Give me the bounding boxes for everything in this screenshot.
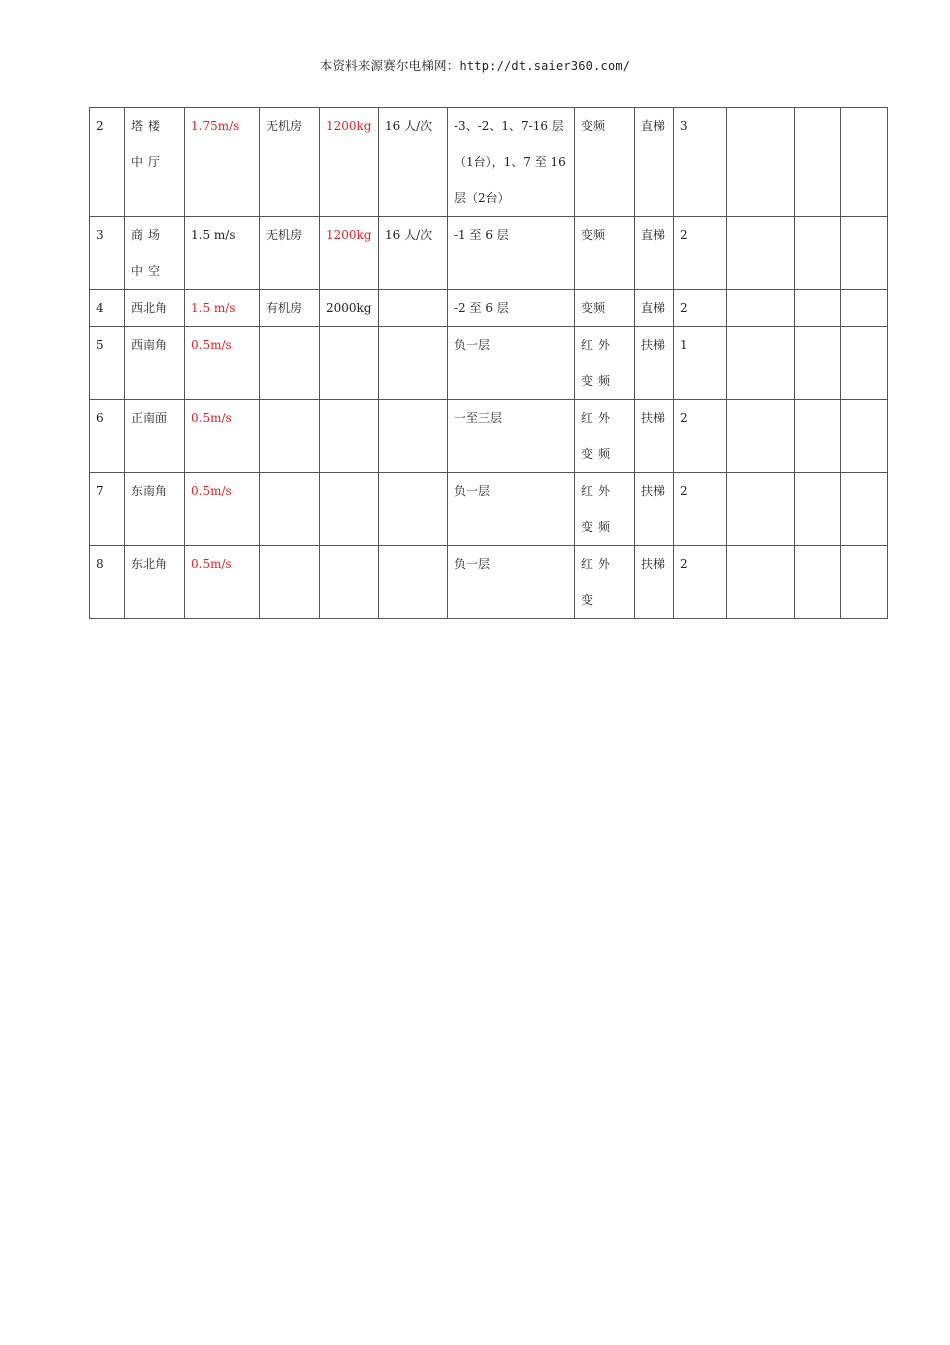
cell-machine-room	[260, 400, 320, 473]
cell-location: 西南角	[125, 327, 185, 400]
cell-drive: 红外变频	[575, 473, 635, 546]
cell-extra	[727, 290, 795, 327]
cell-machine-room	[260, 473, 320, 546]
cell-load	[320, 327, 379, 400]
cell-speed: 1.75m/s	[185, 108, 260, 217]
cell-extra	[841, 546, 888, 619]
cell-type: 扶梯	[635, 546, 674, 619]
cell-extra	[795, 108, 841, 217]
cell-floors: 负一层	[448, 473, 575, 546]
cell-no: 5	[90, 327, 125, 400]
cell-extra	[841, 327, 888, 400]
cell-extra	[795, 290, 841, 327]
cell-type: 直梯	[635, 108, 674, 217]
cell-no: 8	[90, 546, 125, 619]
cell-floors: -1 至 6 层	[448, 217, 575, 290]
elevator-spec-table	[89, 107, 888, 619]
cell-floors: -2 至 6 层	[448, 290, 575, 327]
cell-machine-room	[260, 327, 320, 400]
cell-type: 扶梯	[635, 400, 674, 473]
cell-qty: 2	[674, 546, 727, 619]
table-row	[90, 217, 888, 290]
cell-capacity: 16 人/次	[379, 217, 448, 290]
cell-drive: 变频	[575, 108, 635, 217]
cell-load	[320, 546, 379, 619]
cell-type: 直梯	[635, 217, 674, 290]
cell-no: 4	[90, 290, 125, 327]
cell-extra	[727, 108, 795, 217]
cell-qty: 1	[674, 327, 727, 400]
cell-no: 7	[90, 473, 125, 546]
cell-location: 商场中空	[125, 217, 185, 290]
cell-qty: 2	[674, 217, 727, 290]
cell-speed: 0.5m/s	[185, 473, 260, 546]
cell-no: 6	[90, 400, 125, 473]
cell-extra	[841, 290, 888, 327]
header-source-label: 本资料来源赛尔电梯网：	[319, 58, 460, 73]
cell-capacity	[379, 473, 448, 546]
cell-extra	[727, 473, 795, 546]
cell-no: 3	[90, 217, 125, 290]
cell-machine-room	[260, 546, 320, 619]
cell-load	[320, 400, 379, 473]
cell-load	[320, 473, 379, 546]
cell-qty: 3	[674, 108, 727, 217]
cell-extra	[727, 546, 795, 619]
cell-drive: 变频	[575, 290, 635, 327]
cell-extra	[841, 217, 888, 290]
cell-location: 塔楼中厅	[125, 108, 185, 217]
header-source-url[interactable]: http://dt.saier360.com/	[459, 59, 631, 73]
cell-location: 正南面	[125, 400, 185, 473]
cell-load: 1200kg	[320, 217, 379, 290]
cell-extra	[727, 327, 795, 400]
table-row	[90, 108, 888, 217]
page-header	[0, 56, 950, 74]
cell-type: 扶梯	[635, 473, 674, 546]
cell-qty: 2	[674, 473, 727, 546]
cell-speed: 0.5m/s	[185, 400, 260, 473]
cell-extra	[841, 108, 888, 217]
cell-capacity: 16 人/次	[379, 108, 448, 217]
cell-capacity	[379, 546, 448, 619]
cell-extra	[841, 473, 888, 546]
cell-type: 扶梯	[635, 327, 674, 400]
cell-extra	[727, 400, 795, 473]
cell-location: 西北角	[125, 290, 185, 327]
cell-load: 1200kg	[320, 108, 379, 217]
cell-drive: 变频	[575, 217, 635, 290]
table-row	[90, 400, 888, 473]
cell-speed: 1.5 m/s	[185, 290, 260, 327]
cell-load: 2000kg	[320, 290, 379, 327]
cell-no: 2	[90, 108, 125, 217]
cell-floors: 负一层	[448, 546, 575, 619]
cell-capacity	[379, 290, 448, 327]
table-row	[90, 473, 888, 546]
table-row	[90, 290, 888, 327]
cell-qty: 2	[674, 400, 727, 473]
cell-floors: 负一层	[448, 327, 575, 400]
cell-drive: 红外变频	[575, 400, 635, 473]
cell-drive: 红外变频	[575, 327, 635, 400]
cell-location: 东南角	[125, 473, 185, 546]
cell-location: 东北角	[125, 546, 185, 619]
cell-drive: 红外变	[575, 546, 635, 619]
cell-extra	[727, 217, 795, 290]
cell-machine-room: 无机房	[260, 108, 320, 217]
table-row	[90, 546, 888, 619]
cell-extra	[795, 546, 841, 619]
cell-extra	[795, 217, 841, 290]
cell-extra	[795, 327, 841, 400]
cell-speed: 0.5m/s	[185, 327, 260, 400]
cell-extra	[795, 400, 841, 473]
cell-floors: 一至三层	[448, 400, 575, 473]
cell-speed: 1.5 m/s	[185, 217, 260, 290]
cell-machine-room: 有机房	[260, 290, 320, 327]
cell-qty: 2	[674, 290, 727, 327]
cell-type: 直梯	[635, 290, 674, 327]
cell-machine-room: 无机房	[260, 217, 320, 290]
cell-capacity	[379, 327, 448, 400]
table-row	[90, 327, 888, 400]
cell-floors: -3、-2、1、7-16 层（1台），1、7 至 16 层（2台）	[448, 108, 575, 217]
cell-speed: 0.5m/s	[185, 546, 260, 619]
cell-extra	[795, 473, 841, 546]
cell-extra	[841, 400, 888, 473]
cell-capacity	[379, 400, 448, 473]
